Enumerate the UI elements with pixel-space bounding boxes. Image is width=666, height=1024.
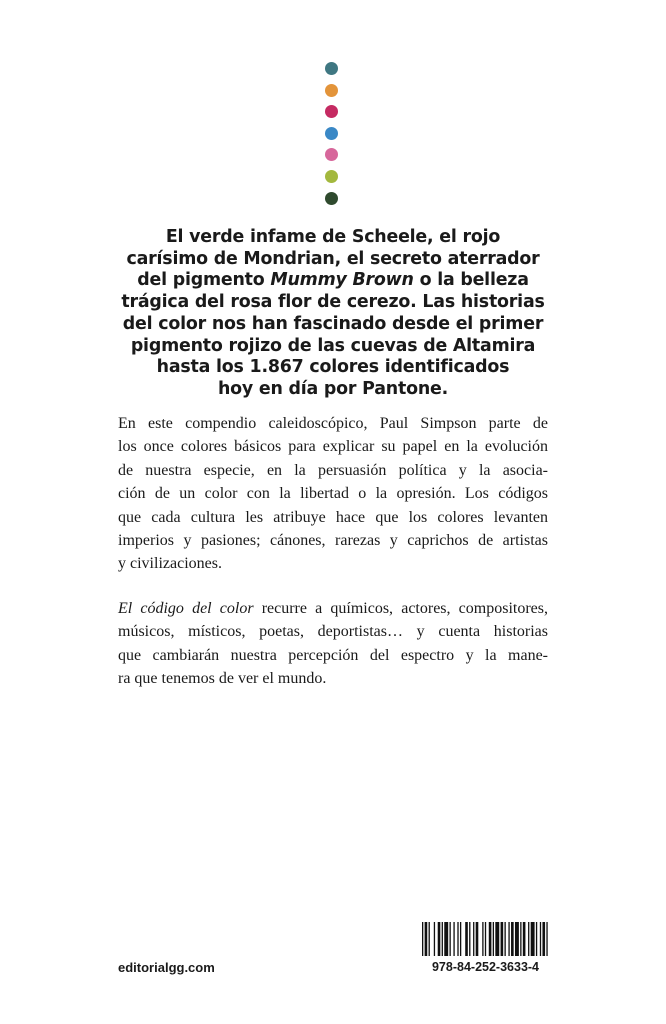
barcode-bar [504,922,505,956]
barcode-bar [482,922,483,956]
barcode-bar [536,922,537,956]
barcode-bar [453,922,454,956]
body-line: y civilizaciones. [118,555,222,573]
body-line: imperios y pasiones; cánones, rarezas y caprichos de artistas [118,532,548,550]
barcode-bar [422,922,423,956]
barcode-bar [508,922,509,956]
barcode-bar [465,922,468,956]
barcode-bar [476,922,479,956]
barcode-bar [528,922,529,956]
publisher-website: editorialgg.com [118,960,215,975]
body-line: ra que tenemos de ver el mundo. [118,670,327,688]
lead-line [95,270,571,292]
barcode-bar [493,922,494,956]
lead-line: hoy en día por Pantone. [217,378,448,399]
barcode-bar [511,922,514,956]
barcode-bar [520,922,521,956]
lead-line: del color nos han fascinado desde el primer [122,313,544,334]
barcode-bar [495,922,499,956]
book-title: El código del color [118,600,254,617]
barcode-bar [460,922,461,956]
barcode-bar [434,922,435,956]
lead-emphasis: Mummy Brown [270,270,414,291]
barcode [422,922,549,956]
barcode-bar [457,922,458,956]
color-dots [325,62,339,213]
lead-line: El verde infame de Scheele, el rojo [165,227,501,247]
barcode-bar [425,922,428,956]
dot-pink [325,148,338,161]
barcode-bar [501,922,504,956]
lead-line: pigmento rojizo de las cuevas de Altamira [130,335,536,356]
isbn-number: 978-84-252-3633-4 [431,960,540,974]
body-line: los once colores básicos para explicar su papel en la evolución [118,438,548,456]
barcode-bar [542,922,545,956]
body-line: que cambiarán nuestra percepción del espectro y la mane- [118,646,548,664]
barcode-bar [429,922,430,956]
barcode-bar [449,922,450,956]
lead-line: trágica del rosa flor de cerezo. Las historias [121,292,545,313]
barcode-bar [485,922,486,956]
barcode-bar [473,922,474,956]
barcode-bar [438,922,441,956]
body-text: recurre a químicos, actores, compositores, [253,600,548,617]
barcode-bar [444,922,448,956]
barcode-bar [442,922,443,956]
barcode-bar [489,922,492,956]
dot-dark-green [325,192,338,205]
body-line [118,597,548,620]
dot-teal [325,62,338,75]
description-paragraph-2 [118,597,548,691]
dot-orange [325,84,338,97]
description-paragraph-1 [118,412,548,576]
lead-line: carísimo de Mondrian, el secreto aterrador [126,248,540,269]
dot-crimson [325,105,338,118]
lead-line: hasta los 1.867 colores identificados [156,357,510,378]
lead-text: o la belleza [413,270,529,291]
lead-text: del pigmento [137,270,271,291]
body-line: de nuestra especie, en la persuasión política y la asocia- [118,461,548,479]
dot-blue [325,127,338,140]
body-line: músicos, místicos, poetas, deportistas… y cuenta historias [118,623,548,641]
body-line: que cada cultura les atribuye hace que los colores levanten [118,508,548,526]
body-line: ción de un color con la libertad o la opresión. Los códigos [118,485,548,503]
lead-paragraph [95,227,571,401]
barcode-bar [515,922,519,956]
barcode-bar [523,922,526,956]
barcode-bar [469,922,470,956]
barcode-bar [531,922,535,956]
barcode-bar [546,922,547,956]
dot-lime [325,170,338,183]
barcode-bar [540,922,541,956]
body-line: En este compendio caleidoscópico, Paul Simpson parte de [118,415,548,432]
